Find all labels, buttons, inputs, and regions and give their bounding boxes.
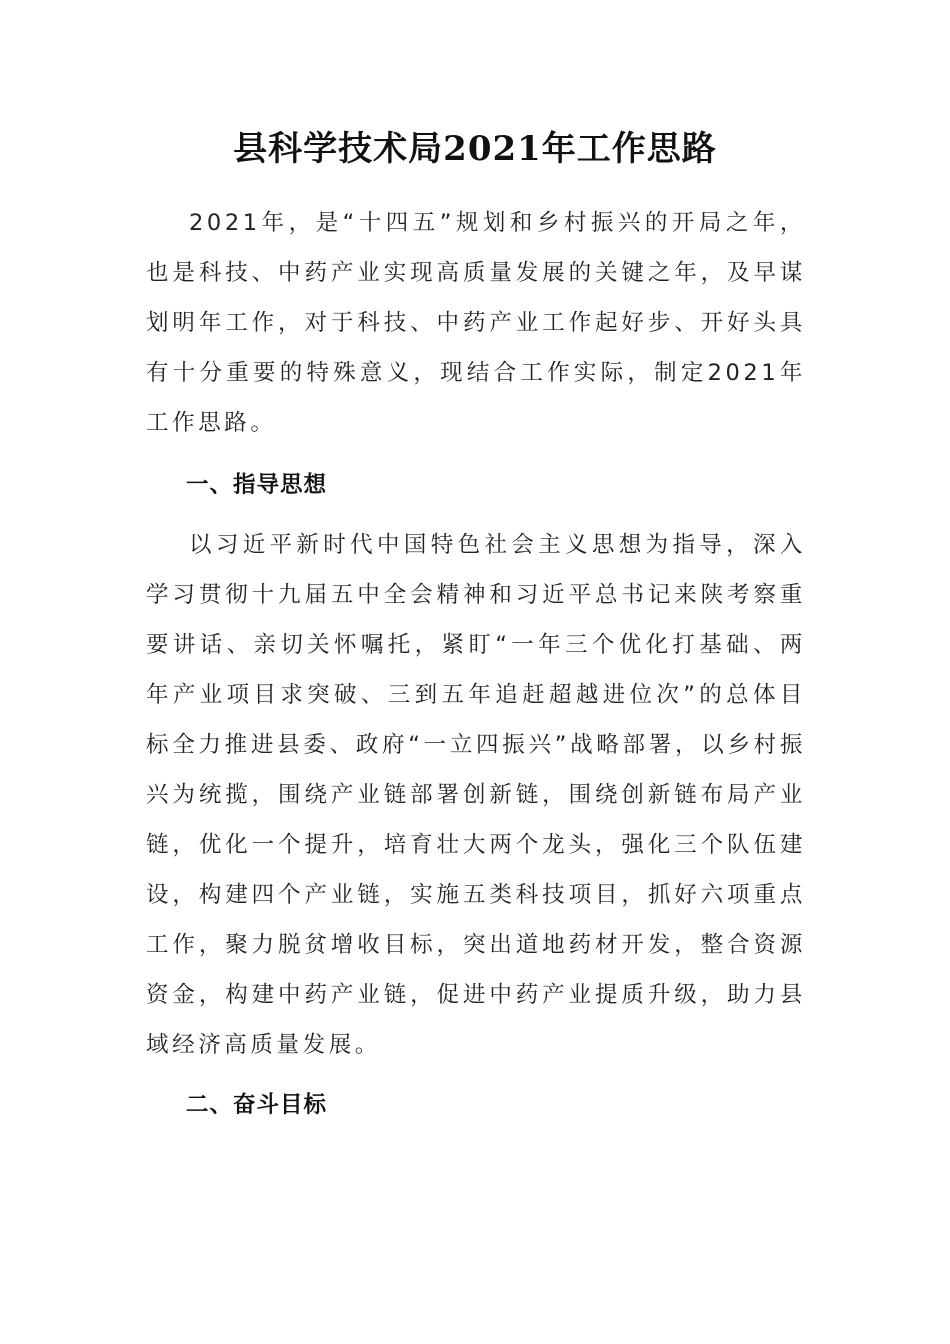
intro-paragraph: 2021年，是“十四五”规划和乡村振兴的开局之年，也是科技、中药产业实现高质量发展的关键之年，及早谋划明年工作，对于科技、中药产业工作起好步、开好头具有十分重要的特殊意义，现结合工作实际，制定2021年工作思路。: [146, 210, 806, 436]
section-heading-guiding-ideology: 一、指导思想: [186, 472, 328, 498]
guiding-ideology-paragraph: 以习近平新时代中国特色社会主义思想为指导，深入学习贯彻十九届五中全会精神和习近平总书记来陕考察重要讲话、亲切关怀嘱托，紧盯“一年三个优化打基础、两年产业项目求突破、三到五年追赶超越进位次”的总体目标全力推进县委、政府“一立四振兴”战略部署，以乡村振兴为统揽，围绕产业链部署创新链，围绕创新链布局产业链，优化一个提升，培育壮大两个龙头，强化三个队伍建设，构建四个产业链，实施五类科技项目，抓好六项重点工作，聚力脱贫增收目标，突出道地药材开发，整合资源资金，构建中药产业链，促进中药产业提质升级，助力县域经济高质量发展。: [146, 532, 806, 1058]
section-heading-goals: 二、奋斗目标: [186, 1092, 328, 1118]
document-title: 县科学技术局2021年工作思路: [233, 129, 717, 169]
